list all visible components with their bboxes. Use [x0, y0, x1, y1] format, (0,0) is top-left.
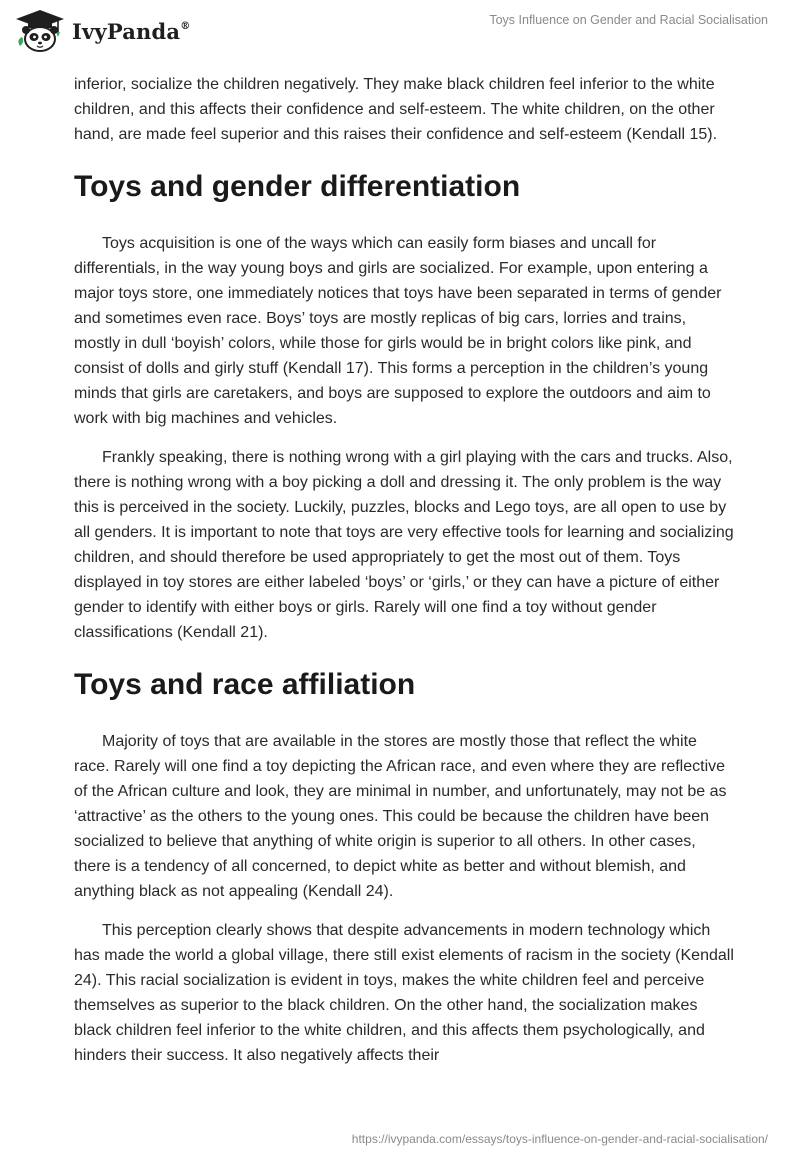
- section-heading-race: Toys and race affiliation: [74, 668, 416, 701]
- page-header: [0, 0, 800, 60]
- gender-paragraph-2: Frankly speaking, there is nothing wrong with a girl playing with the cars and trucks. Also, there is nothing wrong with a boy picking a doll and dressing it. The only problem is the way this is perceived in the society. Luckily, puzzles, blocks and Lego toys, are all open to use by all genders. It is important to note that toys are very effective tools for learning and socializing children, and should therefore be used appropriately to get the most out of them. Toys displayed in toy stores are either labeled ‘boys’ or ‘girls,’ or they can have a picture of either gender to identify with either boys or girls. Rarely will one find a toy without gender classifications (Kendall 21).: [74, 449, 734, 641]
- document-title: Toys Influence on Gender and Racial Socialisation: [489, 13, 768, 27]
- panda-graduate-icon: [14, 8, 66, 54]
- essay-content: [74, 72, 734, 1082]
- gender-paragraph-1: Toys acquisition is one of the ways which can easily form biases and uncall for differentials, in the way young boys and girls are socialized. For example, upon entering a major toys store, one immediately notices that toys have been separated in terms of gender and sometimes even race. Boys’ toys are mostly replicas of big cars, lorries and trains, mostly in dull ‘boyish’ colors, while those for girls would be in bright colors like pink, and consist of dolls and girly stuff (Kendall 17). This forms a perception in the children’s young minds that girls are caretakers, and boys are supposed to explore the outdoors and aim to work with big machines and vehicles.: [74, 235, 722, 427]
- ivypanda-logo[interactable]: [14, 8, 190, 54]
- section-heading-gender: Toys and gender differentiation: [74, 170, 521, 203]
- logo-text: IvyPanda®: [72, 18, 191, 44]
- footer-url-link[interactable]: https://ivypanda.com/essays/toys-influence-on-gender-and-racial-socialisation/: [351, 1132, 768, 1146]
- race-paragraph-2: This perception clearly shows that despite advancements in modern technology which has made the world a global village, there still exist elements of racism in the society (Kendall 24). This racial socialization is evident in toys, makes the white children feel and perceive themselves as superior to the black children. On the other hand, the socialization makes black children feel inferior to the white children, and this affects them psychologically, and hinders their success. It also negatively affects their: [74, 922, 734, 1064]
- race-paragraph-1: Majority of toys that are available in the stores are mostly those that reflect the white race. Rarely will one find a toy depicting the African race, and even where they are reflective of the African culture and look, they are minimal in number, and unfortunately, may not be as ‘attractive’ as the others to the young ones. This could be because the children have been socialized to believe that anything of white origin is superior to all others. In other cases, there is a tendency of all concerned, to depict white as better and without blemish, and anything black as not appealing (Kendall 24).: [74, 733, 727, 900]
- intro-paragraph: inferior, socialize the children negatively. They make black children feel inferior to the white children, and this affects their confidence and self-esteem. The white children, on the other hand, are made feel superior and this raises their confidence and self-esteem (Kendall 15).: [74, 76, 718, 143]
